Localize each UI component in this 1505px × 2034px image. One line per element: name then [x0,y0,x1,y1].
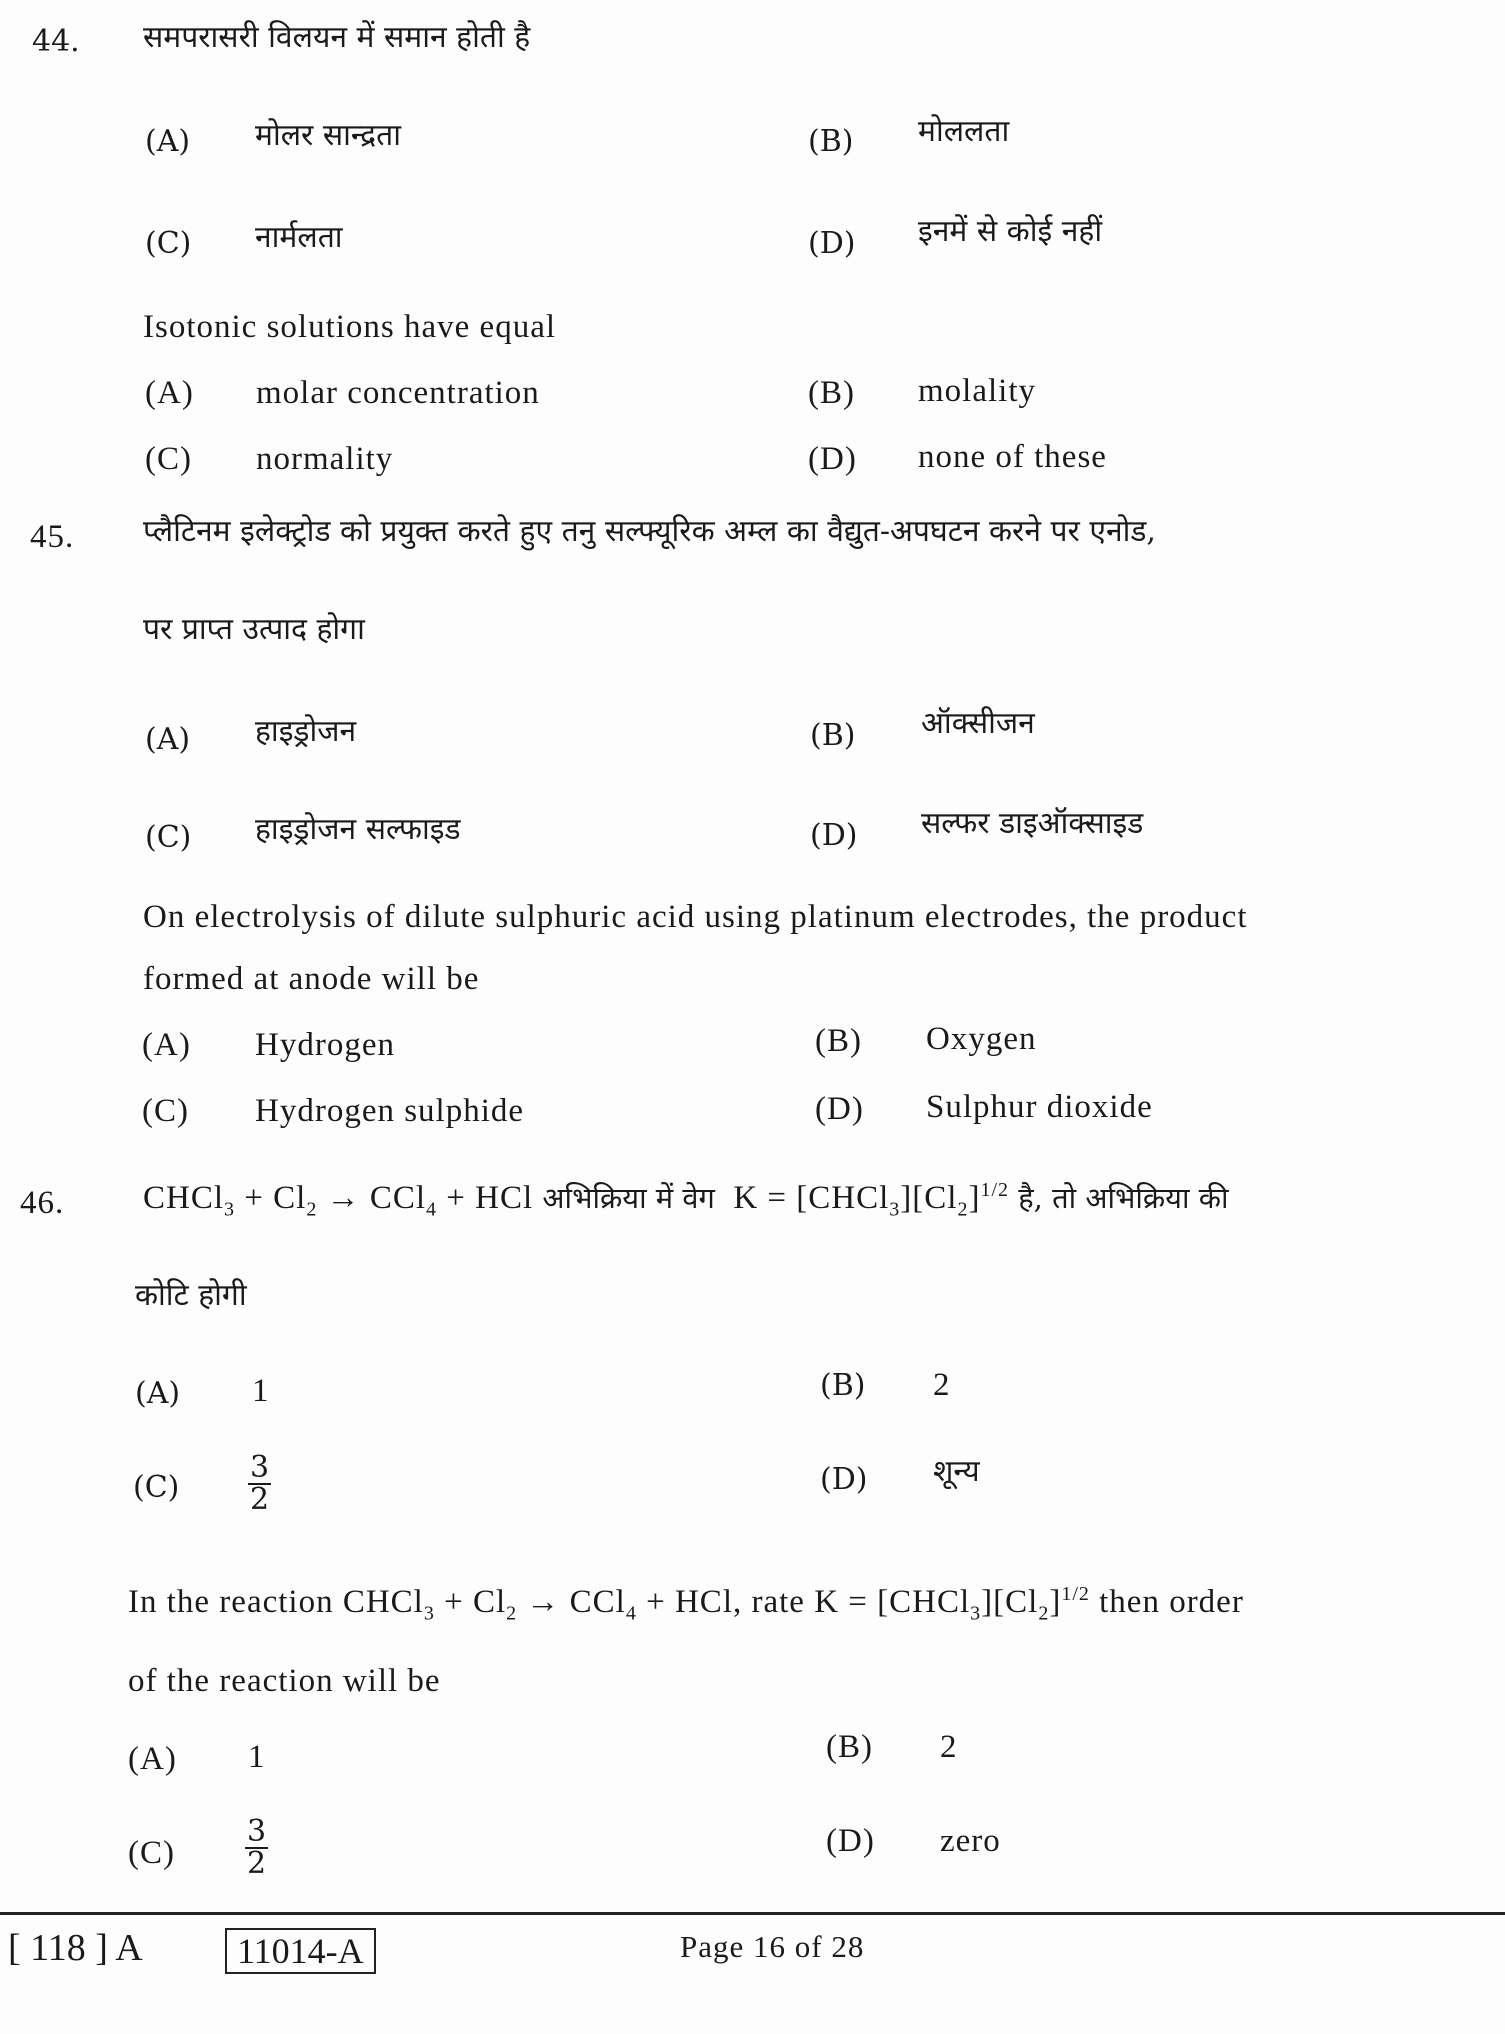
option-text: ऑक्सीजन [921,706,1035,741]
option-label: (A) [145,722,191,757]
denominator: 2 [250,1482,270,1517]
question-number: 46. [20,1185,65,1221]
footer-paper-id: [ 118 ] A [8,1927,143,1969]
option-label: (A) [145,124,191,159]
option-text: none of these [918,439,1107,475]
option-label: (B) [826,1729,873,1765]
option-text: मोलर सान्द्रता [255,118,401,153]
option-label: (B) [815,1023,862,1059]
question-stem-english: In the reaction CHCl$_3$ + $Cl_2 \to CCl_4$ + HCl, rate $K = [CHCl_3][Cl_2]^{1/2}$ then order [128,1583,1244,1625]
option-text: 2 [933,1367,951,1403]
option-text: Sulphur dioxide [926,1089,1153,1125]
option-label: (D) [810,818,858,853]
option-label: (B) [808,124,854,159]
option-label: (D) [820,1462,868,1497]
question-stem-english: Isotonic solutions have equal [143,309,557,345]
option-text: normality [256,441,394,477]
option-fraction [248,1450,271,1515]
option-label: (A) [135,1376,181,1411]
option-label: (A) [142,1027,191,1063]
option-text: Oxygen [926,1021,1037,1057]
question-stem-hindi-cont: कोटि होगी [135,1278,247,1313]
option-text: मोललता [918,114,1010,149]
denominator: 2 [247,1846,267,1881]
option-text: 1 [248,1739,266,1775]
question-number: 44. [32,24,80,59]
option-text: 1 [252,1373,270,1409]
option-text: सल्फर डाइऑक्साइड [921,806,1144,841]
option-text: 2 [940,1729,958,1765]
option-text: Hydrogen [255,1027,395,1063]
question-stem-hindi: प्लैटिनम इलेक्ट्रोड को प्रयुक्त करते हुए तनु सल्फ्यूरिक अम्ल का वैद्युत-अपघटन करने पर एनोड, [143,514,1156,549]
option-text: Hydrogen sulphide [255,1093,525,1129]
option-label: (D) [826,1823,875,1859]
option-label: (A) [128,1741,177,1777]
option-label: (B) [810,718,856,753]
question-number: 45. [30,519,75,555]
option-label: (A) [145,375,194,411]
option-fraction [245,1814,268,1879]
option-text: हाइड्रोजन [255,714,357,749]
option-text: हाइड्रोजन सल्फाइड [255,812,461,847]
option-label: (D) [808,226,856,261]
question-stem-hindi-cont: पर प्राप्त उत्पाद होगा [143,612,365,647]
option-label: (C) [142,1093,189,1129]
option-text: zero [940,1823,1001,1859]
option-label: (C) [133,1470,180,1505]
question-stem-english-cont: of the reaction will be [128,1663,441,1699]
option-label: (C) [128,1835,175,1871]
option-text: इनमें से कोई नहीं [918,214,1103,249]
option-label: (C) [145,820,192,855]
stem-text: , rate [732,1584,805,1620]
option-text: शून्य [933,1454,980,1489]
option-label: (D) [808,441,857,477]
option-label: (C) [145,441,192,477]
option-label: (D) [815,1091,864,1127]
option-text: नार्मलता [255,220,343,255]
footer-divider [0,1912,1505,1915]
stem-text: In the reaction [128,1584,334,1620]
question-stem-english: On electrolysis of dilute sulphuric acid using platinum electrodes, the product [143,899,1248,935]
question-stem-hindi: समपरासरी विलयन में समान होती है [143,20,531,55]
numerator: 3 [250,1450,270,1485]
option-label: (B) [808,375,855,411]
option-label: (C) [145,226,192,261]
page-number: Page 16 of 28 [680,1929,865,1964]
question-stem-english-cont: formed at anode will be [143,961,480,997]
numerator: 3 [247,1814,267,1849]
stem-text: अभिक्रिया में वेग [542,1181,715,1215]
stem-text: है, तो अभिक्रिया की [1018,1181,1229,1215]
footer-code-box: 11014-A [225,1928,376,1974]
stem-text: then order [1099,1584,1244,1620]
option-text: molar concentration [256,375,540,411]
question-stem-hindi: CHCl$_3$ + $Cl_2 \to CCl_4$ + HCl अभिक्रिया में वेग $K = [CHCl_3][Cl_2]^{1/2}$ है, तो अभिक्रिया की [143,1179,1229,1221]
option-label: (B) [820,1368,866,1403]
option-text: molality [918,373,1036,409]
